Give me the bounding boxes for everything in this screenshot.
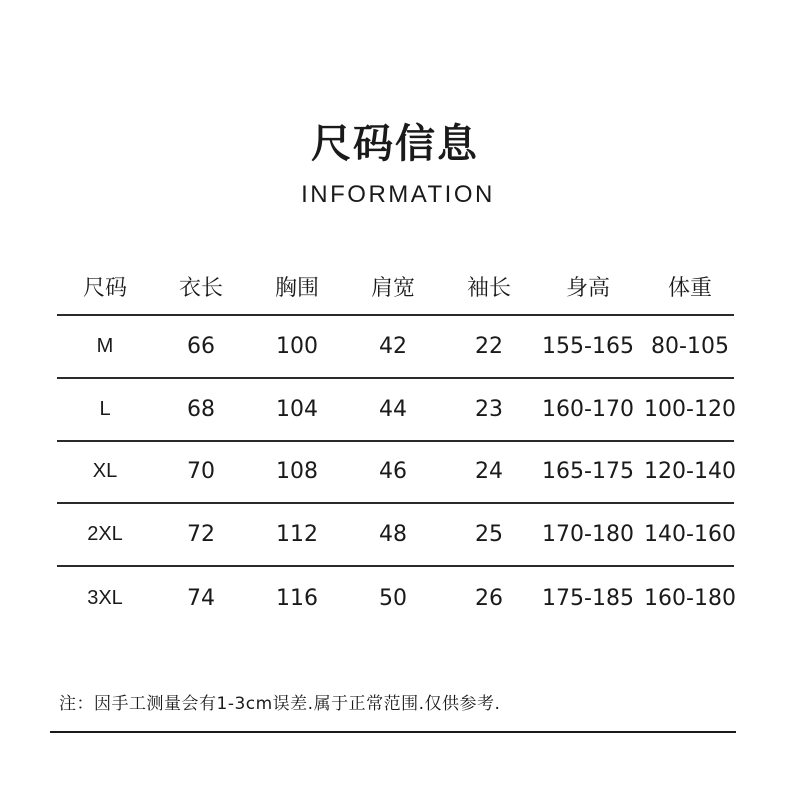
table-cell: L xyxy=(99,397,111,420)
table-cell: 108 xyxy=(276,459,318,485)
table-cell: M xyxy=(96,334,114,357)
table-cell: 22 xyxy=(475,333,503,359)
table-cell: 66 xyxy=(187,333,215,359)
measurement-note: 注：因手工测量会有1-3cm误差.属于正常范围.仅供参考. xyxy=(59,694,501,714)
header-size: 尺码 xyxy=(82,276,127,301)
table-header-row xyxy=(57,259,734,316)
table-cell: 100-120 xyxy=(644,396,736,422)
table-cell: 104 xyxy=(276,396,318,422)
header-height: 身高 xyxy=(565,276,610,301)
table-cell: 120-140 xyxy=(644,459,736,485)
table-cell: 80-105 xyxy=(651,333,729,359)
table-cell: 70 xyxy=(187,459,215,485)
table-row xyxy=(57,442,734,505)
header-sleeve: 袖长 xyxy=(466,276,511,301)
header-chest: 胸围 xyxy=(274,276,319,301)
table-cell: 26 xyxy=(475,586,503,612)
header-shoulder: 肩宽 xyxy=(370,276,415,301)
table-cell: 48 xyxy=(379,522,407,548)
table-cell: 72 xyxy=(187,522,215,548)
table-cell: 155-165 xyxy=(542,333,634,359)
table-cell: 140-160 xyxy=(644,522,736,548)
table-cell: 74 xyxy=(187,586,215,612)
table-cell: 25 xyxy=(475,522,503,548)
table-cell: 165-175 xyxy=(542,459,634,485)
table-cell: 24 xyxy=(475,459,503,485)
table-cell: 3XL xyxy=(87,587,123,610)
table-cell: 112 xyxy=(276,522,318,548)
table-row xyxy=(57,379,734,442)
table-cell: 116 xyxy=(276,586,318,612)
table-cell: 170-180 xyxy=(542,522,634,548)
table-cell: 175-185 xyxy=(542,586,634,612)
table-cell: 100 xyxy=(276,333,318,359)
table-cell: XL xyxy=(92,460,118,483)
page-subtitle: INFORMATION xyxy=(301,181,495,208)
table-row xyxy=(57,504,734,567)
size-table xyxy=(57,259,734,630)
table-cell: 160-180 xyxy=(644,586,736,612)
table-cell: 46 xyxy=(379,459,407,485)
table-cell: 44 xyxy=(379,396,407,422)
header-weight: 体重 xyxy=(667,276,712,301)
table-row xyxy=(57,567,734,630)
page-title: 尺码信息 xyxy=(311,121,479,167)
table-cell: 50 xyxy=(379,586,407,612)
table-cell: 23 xyxy=(475,396,503,422)
table-cell: 160-170 xyxy=(542,396,634,422)
bottom-divider xyxy=(50,731,736,733)
table-cell: 42 xyxy=(379,333,407,359)
table-cell: 68 xyxy=(187,396,215,422)
table-cell: 2XL xyxy=(87,523,123,546)
table-row xyxy=(57,316,734,379)
header-length: 衣长 xyxy=(178,276,223,301)
